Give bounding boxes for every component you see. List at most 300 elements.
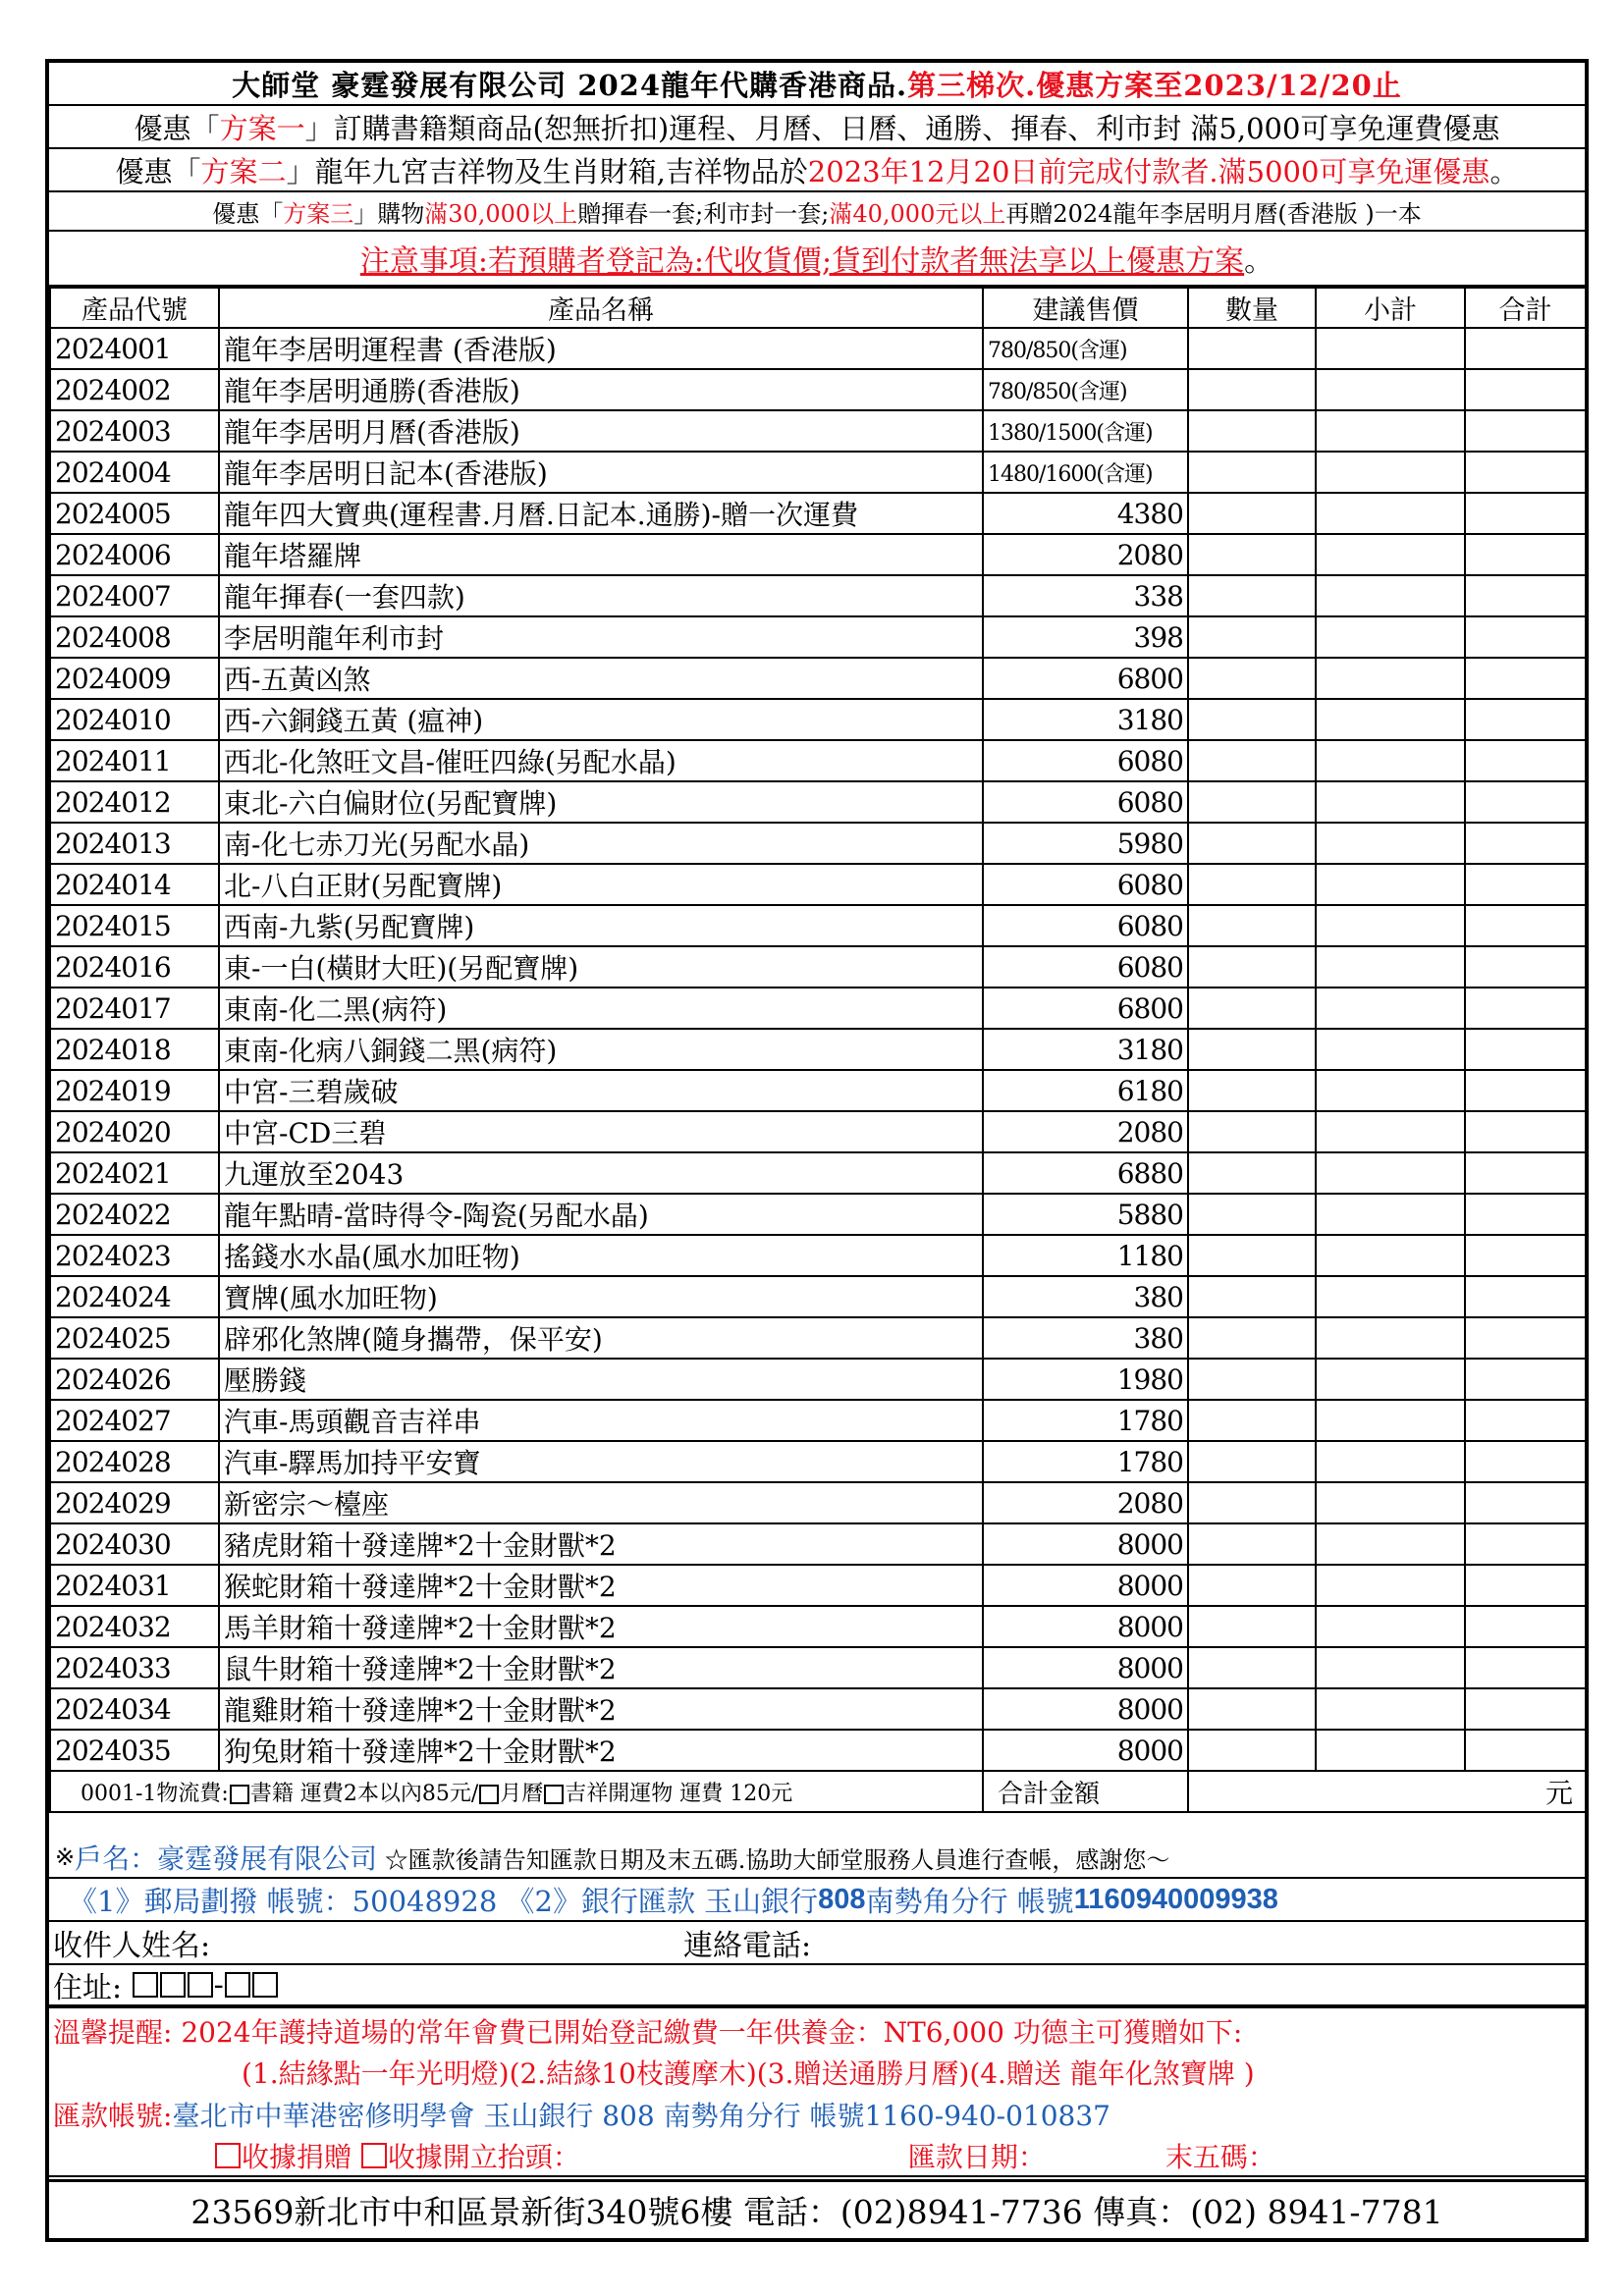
quantity-cell[interactable]: [1188, 1730, 1316, 1771]
total-cell[interactable]: [1465, 781, 1586, 823]
product-name: 汽車-驛馬加持平安寶: [219, 1441, 983, 1482]
total-cell[interactable]: [1465, 1317, 1586, 1359]
books-checkbox[interactable]: [230, 1785, 249, 1804]
quantity-cell[interactable]: [1188, 1152, 1316, 1194]
subtotal-cell[interactable]: [1316, 1400, 1465, 1441]
total-cell[interactable]: [1465, 575, 1586, 616]
product-price: 6080: [983, 864, 1188, 905]
product-price: 780/850(含運): [983, 328, 1188, 369]
zip-box-5[interactable]: [252, 1972, 278, 1998]
table-row: [50, 1730, 1586, 1771]
total-cell[interactable]: [1465, 823, 1586, 864]
subtotal-cell[interactable]: [1316, 1565, 1465, 1606]
subtotal-cell[interactable]: [1316, 493, 1465, 534]
total-cell[interactable]: [1465, 1647, 1586, 1688]
reminder-line-1: [49, 2010, 1585, 2052]
total-cell[interactable]: [1465, 452, 1586, 493]
total-amount-field[interactable]: [1188, 1771, 1586, 1812]
promo-2-end: 。: [1489, 154, 1519, 188]
zip-box-4[interactable]: [225, 1972, 250, 1998]
subtotal-cell[interactable]: [1316, 1235, 1465, 1276]
table-row: [50, 781, 1586, 823]
total-cell[interactable]: [1465, 1606, 1586, 1647]
product-price: 4380: [983, 493, 1188, 534]
product-name: 東-一白(橫財大旺)(另配寶牌): [219, 946, 983, 988]
quantity-cell[interactable]: [1188, 1688, 1316, 1730]
last-five-label: 末五碼：: [1164, 2141, 1275, 2173]
table-row: [50, 1111, 1586, 1152]
promo-3-tag: 方案三: [283, 199, 354, 228]
product-code: 2024030: [50, 1523, 219, 1565]
calendar-checkbox[interactable]: [479, 1785, 499, 1804]
subtotal-cell[interactable]: [1316, 1359, 1465, 1400]
table-row: [50, 905, 1586, 946]
total-amount-label: 合計金額: [983, 1771, 1188, 1812]
total-cell[interactable]: [1465, 905, 1586, 946]
product-code: 2024012: [50, 781, 219, 823]
subtotal-cell[interactable]: [1316, 699, 1465, 740]
receipt-row: [49, 2136, 1585, 2177]
product-name: 西南-九紫(另配寶牌): [219, 905, 983, 946]
total-cell[interactable]: [1465, 1523, 1586, 1565]
table-row: [50, 534, 1586, 575]
quantity-cell[interactable]: [1188, 781, 1316, 823]
product-price: 5980: [983, 823, 1188, 864]
total-cell[interactable]: [1465, 1111, 1586, 1152]
table-row: [50, 1194, 1586, 1235]
product-code: 2024033: [50, 1647, 219, 1688]
promo-3-text: 」購物: [353, 199, 425, 228]
total-cell[interactable]: [1465, 658, 1586, 699]
subtotal-cell[interactable]: [1316, 658, 1465, 699]
product-code: 2024003: [50, 410, 219, 452]
product-price: 3180: [983, 1029, 1188, 1070]
quantity-cell[interactable]: [1188, 1565, 1316, 1606]
table-row: [50, 1647, 1586, 1688]
quantity-cell[interactable]: [1188, 1111, 1316, 1152]
freight-label: 0001-1物流費:: [81, 1781, 229, 1806]
subtotal-cell[interactable]: [1316, 1029, 1465, 1070]
table-row: [50, 1359, 1586, 1400]
zip-dash: -: [213, 1967, 224, 2002]
reminder-text-2: (1.結緣點一年光明燈)(2.結緣10枝護摩木)(3.贈送通勝月曆)(4.贈送 龍年化煞寶牌 ): [242, 2057, 1255, 2090]
product-name: 汽車-馬頭觀音吉祥串: [219, 1400, 983, 1441]
recipient-row: [49, 1922, 1585, 1965]
header-subtotal: 小計: [1316, 288, 1465, 328]
product-code: 2024006: [50, 534, 219, 575]
table-row: [50, 1029, 1586, 1070]
table-row: [50, 1152, 1586, 1194]
zip-box-2[interactable]: [160, 1972, 186, 1998]
recipient-name-field[interactable]: [53, 1922, 683, 1964]
receipt-donate-checkbox[interactable]: [215, 2143, 241, 2168]
product-price: 6880: [983, 1152, 1188, 1194]
bank-account-number: 1160940009938: [1073, 1883, 1278, 1915]
promo-3-threshold-1: 滿30,000以上: [424, 199, 578, 228]
product-code: 2024035: [50, 1730, 219, 1771]
title-promo-period: 第三梯次.優惠方案至2023/12/20止: [907, 68, 1402, 102]
phone-field[interactable]: [683, 1922, 811, 1964]
table-header-row: [50, 288, 1586, 328]
product-code: 2024002: [50, 369, 219, 410]
subtotal-cell[interactable]: [1316, 1441, 1465, 1482]
promo-plan-3: [49, 192, 1585, 232]
product-price: 398: [983, 616, 1188, 658]
product-code: 2024031: [50, 1565, 219, 1606]
quantity-cell[interactable]: [1188, 1276, 1316, 1317]
quantity-cell[interactable]: [1188, 1441, 1316, 1482]
quantity-cell[interactable]: [1188, 1194, 1316, 1235]
table-row: [50, 946, 1586, 988]
promo-3-gift-1: 贈揮春一套;利市封一套;: [577, 199, 830, 228]
total-cell[interactable]: [1465, 1194, 1586, 1235]
total-cell[interactable]: [1465, 699, 1586, 740]
subtotal-cell[interactable]: [1316, 1152, 1465, 1194]
account-name: 戶名：豪霆發展有限公司: [75, 1842, 378, 1875]
subtotal-cell[interactable]: [1316, 1070, 1465, 1111]
title-company: 大師堂 豪霆發展有限公司 2024龍年代購香港商品.: [232, 68, 908, 102]
quantity-cell[interactable]: [1188, 1606, 1316, 1647]
product-price: 1480/1600(含運): [983, 452, 1188, 493]
product-price: 6080: [983, 905, 1188, 946]
product-price: 2080: [983, 1111, 1188, 1152]
quantity-cell[interactable]: [1188, 452, 1316, 493]
bank-branch: 南勢角分行 帳號: [865, 1884, 1074, 1918]
product-code: 2024025: [50, 1317, 219, 1359]
table-row: [50, 493, 1586, 534]
remit-account: 臺北市中華港密修明學會 玉山銀行 808 南勢角分行 帳號1160-940-010837: [172, 2100, 1110, 2132]
subtotal-cell[interactable]: [1316, 616, 1465, 658]
promo-1-tag: 方案一: [219, 111, 305, 145]
quantity-cell[interactable]: [1188, 1317, 1316, 1359]
auspicious-checkbox[interactable]: [544, 1785, 564, 1804]
promo-2-prefix: 優惠「: [115, 154, 201, 188]
product-price: 6800: [983, 658, 1188, 699]
subtotal-cell[interactable]: [1316, 864, 1465, 905]
total-cell[interactable]: [1465, 369, 1586, 410]
product-code: 2024001: [50, 328, 219, 369]
header-price: 建議售價: [983, 288, 1188, 328]
notice-end: 。: [1244, 244, 1274, 279]
product-price: 1180: [983, 1235, 1188, 1276]
quantity-cell[interactable]: [1188, 864, 1316, 905]
product-code: 2024023: [50, 1235, 219, 1276]
quantity-cell[interactable]: [1188, 658, 1316, 699]
quantity-cell[interactable]: [1188, 1029, 1316, 1070]
subtotal-cell[interactable]: [1316, 823, 1465, 864]
promo-3-gift-2: 再贈2024龍年李居明月曆(香港版 )一本: [1005, 199, 1422, 228]
product-name: 龍年李居明運程書 (香港版): [219, 328, 983, 369]
remit-label: 匯款帳號:: [53, 2100, 173, 2132]
reminder-line-2: [49, 2052, 1585, 2093]
product-name: 東南-化病八銅錢二黑(病符): [219, 1029, 983, 1070]
product-name: 龍年四大寶典(運程書.月曆.日記本.通勝)-贈一次運費: [219, 493, 983, 534]
receipt-donate-label: 收據捐贈: [242, 2141, 352, 2173]
quantity-cell[interactable]: [1188, 946, 1316, 988]
product-name: 猴蛇財箱十發達牌*2十金財獸*2: [219, 1565, 983, 1606]
product-price: 338: [983, 575, 1188, 616]
product-name: 狗兔財箱十發達牌*2十金財獸*2: [219, 1730, 983, 1771]
total-cell[interactable]: [1465, 1482, 1586, 1523]
subtotal-cell[interactable]: [1316, 534, 1465, 575]
quantity-cell[interactable]: [1188, 1235, 1316, 1276]
promo-plan-1: [49, 106, 1585, 149]
product-code: 2024027: [50, 1400, 219, 1441]
subtotal-cell[interactable]: [1316, 410, 1465, 452]
total-cell[interactable]: [1465, 493, 1586, 534]
table-row: [50, 1688, 1586, 1730]
product-code: 2024032: [50, 1606, 219, 1647]
total-cell[interactable]: [1465, 946, 1586, 988]
product-code: 2024018: [50, 1029, 219, 1070]
subtotal-cell[interactable]: [1316, 369, 1465, 410]
table-row: [50, 410, 1586, 452]
quantity-cell[interactable]: [1188, 534, 1316, 575]
remit-date-label: 匯款日期：: [907, 2141, 1046, 2173]
product-code: 2024028: [50, 1441, 219, 1482]
promo-2-tag: 方案二: [200, 154, 287, 188]
product-code: 2024034: [50, 1688, 219, 1730]
subtotal-cell[interactable]: [1316, 1606, 1465, 1647]
product-name: 辟邪化煞牌(隨身攜帶，保平安): [219, 1317, 983, 1359]
product-name: 龍年塔羅牌: [219, 534, 983, 575]
order-form: [45, 59, 1589, 2242]
product-name: 壓勝錢: [219, 1359, 983, 1400]
product-name: 中宮-CD三碧: [219, 1111, 983, 1152]
total-cell[interactable]: [1465, 1276, 1586, 1317]
address-row[interactable]: [49, 1965, 1585, 2008]
remit-account-row: [49, 2093, 1585, 2136]
promo-plan-2: [49, 149, 1585, 192]
product-code: 2024016: [50, 946, 219, 988]
bank-code: 808: [818, 1883, 866, 1915]
product-name: 龍年揮春(一套四款): [219, 575, 983, 616]
product-code: 2024007: [50, 575, 219, 616]
table-row: [50, 1317, 1586, 1359]
total-cell[interactable]: [1465, 1235, 1586, 1276]
subtotal-cell[interactable]: [1316, 452, 1465, 493]
table-row: [50, 575, 1586, 616]
quantity-cell[interactable]: [1188, 905, 1316, 946]
product-name: 新密宗～檯座: [219, 1482, 983, 1523]
subtotal-cell[interactable]: [1316, 1111, 1465, 1152]
total-cell[interactable]: [1465, 1152, 1586, 1194]
product-price: 1380/1500(含運): [983, 410, 1188, 452]
product-name: 馬羊財箱十發達牌*2十金財獸*2: [219, 1606, 983, 1647]
freight-books: 書籍 運費2本以內85元/: [249, 1781, 479, 1806]
product-name: 東南-化二黑(病符): [219, 988, 983, 1029]
product-price: 8000: [983, 1647, 1188, 1688]
product-name: 南-化七赤刀光(另配水晶): [219, 823, 983, 864]
product-price: 2080: [983, 534, 1188, 575]
product-name: 鼠牛財箱十發達牌*2十金財獸*2: [219, 1647, 983, 1688]
quantity-cell[interactable]: [1188, 1359, 1316, 1400]
table-row: [50, 1565, 1586, 1606]
product-price: 380: [983, 1276, 1188, 1317]
total-unit: 元: [1544, 1777, 1573, 1809]
quantity-cell[interactable]: [1188, 1400, 1316, 1441]
subtotal-cell[interactable]: [1316, 1482, 1465, 1523]
product-name: 西-五黃凶煞: [219, 658, 983, 699]
product-code: 2024024: [50, 1276, 219, 1317]
subtotal-cell[interactable]: [1316, 781, 1465, 823]
quantity-cell[interactable]: [1188, 1070, 1316, 1111]
product-price: 8000: [983, 1565, 1188, 1606]
total-cell[interactable]: [1465, 616, 1586, 658]
product-price: 1780: [983, 1441, 1188, 1482]
table-row: [50, 1235, 1586, 1276]
product-name: 東北-六白偏財位(另配寶牌): [219, 781, 983, 823]
quantity-cell[interactable]: [1188, 410, 1316, 452]
total-cell[interactable]: [1465, 1565, 1586, 1606]
subtotal-cell[interactable]: [1316, 988, 1465, 1029]
notice-text: 注意事項:若預購者登記為:代收貨價;貨到付款者無法享以上優惠方案: [359, 244, 1245, 279]
receipt-issue-label: 收據開立抬頭：: [387, 2141, 580, 2173]
product-price: 8000: [983, 1688, 1188, 1730]
freight-row: [50, 1771, 1586, 1812]
total-cell[interactable]: [1465, 1070, 1586, 1111]
product-code: 2024014: [50, 864, 219, 905]
footer-address: 23569新北市中和區景新街340號6樓 電話：(02)8941-7736 傳真：(02) 8941-7781: [190, 2193, 1443, 2231]
total-cell[interactable]: [1465, 1730, 1586, 1771]
product-price: 1980: [983, 1359, 1188, 1400]
promo-1-prefix: 優惠「: [134, 111, 220, 145]
subtotal-cell[interactable]: [1316, 1647, 1465, 1688]
product-code: 2024011: [50, 740, 219, 781]
total-cell[interactable]: [1465, 1688, 1586, 1730]
product-price: 8000: [983, 1730, 1188, 1771]
total-cell[interactable]: [1465, 1359, 1586, 1400]
subtotal-cell[interactable]: [1316, 905, 1465, 946]
total-cell[interactable]: [1465, 534, 1586, 575]
subtotal-cell[interactable]: [1316, 1317, 1465, 1359]
freight-auspicious: 吉祥開運物 運費 120元: [565, 1781, 793, 1806]
footer-address-row: [49, 2179, 1585, 2238]
total-cell[interactable]: [1465, 740, 1586, 781]
table-row: [50, 452, 1586, 493]
quantity-cell[interactable]: [1188, 699, 1316, 740]
subtotal-cell[interactable]: [1316, 946, 1465, 988]
product-name: 龍年李居明通勝(香港版): [219, 369, 983, 410]
subtotal-cell[interactable]: [1316, 1688, 1465, 1730]
table-row: [50, 658, 1586, 699]
product-price: 5880: [983, 1194, 1188, 1235]
total-cell[interactable]: [1465, 1029, 1586, 1070]
table-row: [50, 616, 1586, 658]
total-cell[interactable]: [1465, 1441, 1586, 1482]
reminder-text-1: 溫馨提醒: 2024年護持道場的常年會費已開始登記繳費一年供養金：NT6,000 功德主可獲贈如下:: [53, 2016, 1243, 2049]
header-quantity: 數量: [1188, 288, 1316, 328]
table-row: [50, 740, 1586, 781]
total-cell[interactable]: [1465, 864, 1586, 905]
product-name: 西-六銅錢五黃 (瘟神): [219, 699, 983, 740]
product-name: 西北-化煞旺文昌-催旺四綠(另配水晶): [219, 740, 983, 781]
total-cell[interactable]: [1465, 988, 1586, 1029]
postal-transfer: 《1》郵局劃撥 帳號：50048928: [69, 1884, 498, 1918]
product-price: 6080: [983, 781, 1188, 823]
account-prefix: ※: [55, 1843, 76, 1871]
product-code: 2024015: [50, 905, 219, 946]
product-name: 寶牌(風水加旺物): [219, 1276, 983, 1317]
product-name: 李居明龍年利市封: [219, 616, 983, 658]
notice-line: [49, 232, 1585, 287]
quantity-cell[interactable]: [1188, 1482, 1316, 1523]
quantity-cell[interactable]: [1188, 1647, 1316, 1688]
quantity-cell[interactable]: [1188, 575, 1316, 616]
phone-label: 連絡電話:: [683, 1929, 812, 1963]
product-name: 龍雞財箱十發達牌*2十金財獸*2: [219, 1688, 983, 1730]
table-row: [50, 1482, 1586, 1523]
zip-box-3[interactable]: [188, 1972, 213, 1998]
quantity-cell[interactable]: [1188, 616, 1316, 658]
product-code: 2024029: [50, 1482, 219, 1523]
product-code: 2024013: [50, 823, 219, 864]
product-price: 380: [983, 1317, 1188, 1359]
promo-3-threshold-2: 滿40,000元以上: [829, 199, 1006, 228]
bank-transfer: 《2》銀行匯款 玉山銀行: [506, 1884, 819, 1918]
product-code: 2024017: [50, 988, 219, 1029]
freight-calendar: 月曆: [500, 1781, 544, 1806]
subtotal-cell[interactable]: [1316, 1730, 1465, 1771]
receipt-issue-checkbox[interactable]: [361, 2143, 387, 2168]
subtotal-cell[interactable]: [1316, 740, 1465, 781]
promo-3-prefix: 優惠「: [212, 199, 284, 228]
subtotal-cell[interactable]: [1316, 328, 1465, 369]
product-name: 九運放至2043: [219, 1152, 983, 1194]
zip-box-1[interactable]: [133, 1972, 158, 1998]
account-name-row: [49, 1838, 1585, 1879]
total-cell[interactable]: [1465, 410, 1586, 452]
product-code: 2024026: [50, 1359, 219, 1400]
quantity-cell[interactable]: [1188, 823, 1316, 864]
total-cell[interactable]: [1465, 328, 1586, 369]
form-title: [49, 63, 1585, 106]
product-code: 2024021: [50, 1152, 219, 1194]
quantity-cell[interactable]: [1188, 493, 1316, 534]
table-row: [50, 328, 1586, 369]
product-price: 2080: [983, 1482, 1188, 1523]
quantity-cell[interactable]: [1188, 740, 1316, 781]
quantity-cell[interactable]: [1188, 328, 1316, 369]
quantity-cell[interactable]: [1188, 369, 1316, 410]
product-name: 龍年李居明日記本(香港版): [219, 452, 983, 493]
quantity-cell[interactable]: [1188, 1523, 1316, 1565]
product-price: 6800: [983, 988, 1188, 1029]
table-row: [50, 864, 1586, 905]
subtotal-cell[interactable]: [1316, 1276, 1465, 1317]
product-name: 龍年點晴-當時得令-陶瓷(另配水晶): [219, 1194, 983, 1235]
payment-methods-row: [49, 1879, 1585, 1922]
product-code: 2024010: [50, 699, 219, 740]
promo-1-text: 」訂購書籍類商品(恕無折扣)運程、月曆、日曆、通勝、揮春、利市封 滿5,000可享免運費優惠: [304, 111, 1500, 145]
product-price: 6180: [983, 1070, 1188, 1111]
quantity-cell[interactable]: [1188, 988, 1316, 1029]
table-row: [50, 369, 1586, 410]
table-row: [50, 1400, 1586, 1441]
product-code: 2024005: [50, 493, 219, 534]
promo-2-deadline: 2023年12月20日前完成付款者.滿5000可享免運優惠: [807, 154, 1490, 188]
subtotal-cell[interactable]: [1316, 1523, 1465, 1565]
product-code: 2024004: [50, 452, 219, 493]
product-price: 6080: [983, 740, 1188, 781]
account-note: ☆匯款後請告知匯款日期及末五碼.協助大師堂服務人員進行查帳，感謝您～: [384, 1845, 1170, 1874]
address-label: 住址:: [53, 1971, 123, 2005]
total-cell[interactable]: [1465, 1400, 1586, 1441]
subtotal-cell[interactable]: [1316, 1194, 1465, 1235]
subtotal-cell[interactable]: [1316, 575, 1465, 616]
table-row: [50, 699, 1586, 740]
table-row: [50, 1523, 1586, 1565]
